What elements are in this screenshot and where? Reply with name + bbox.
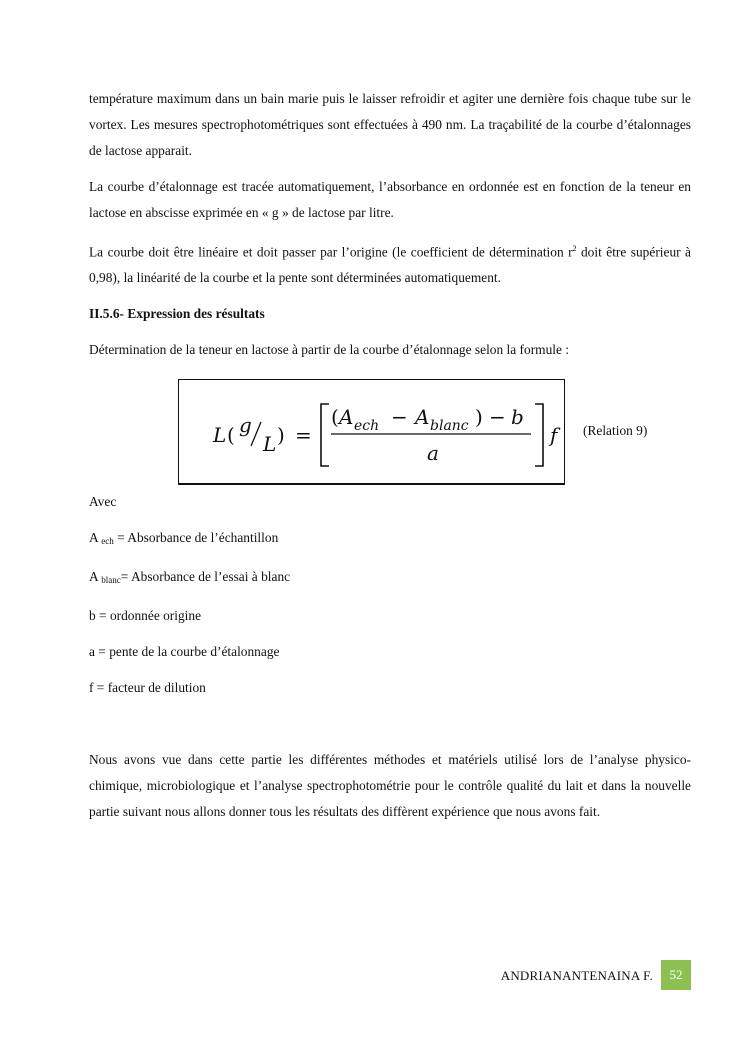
formula-sub-blanc: blanc	[430, 418, 469, 435]
formula-A-ech: A	[339, 405, 354, 430]
formula-equals: =	[295, 423, 312, 448]
paragraph-linearity-start: La courbe doit être linéaire et doit passer par l’origine (le coefficient de détermination r	[89, 244, 573, 260]
definition-subscript: blanc	[101, 575, 121, 586]
formula-num-close: )	[475, 405, 483, 430]
formula-A-blanc: A	[415, 405, 430, 430]
page-footer	[0, 960, 745, 992]
formula-g: g	[239, 413, 252, 438]
formula-a: a	[427, 441, 439, 466]
formula-minus-2: −	[489, 405, 506, 430]
formula-minus-1: −	[391, 405, 408, 430]
formula-sub-ech: ech	[354, 418, 380, 435]
footer-author: ANDRIANANTENAINA F.	[500, 968, 653, 983]
definitions-intro: Avec	[89, 494, 117, 510]
formula-num-open: (	[331, 405, 339, 430]
formula-left-bracket	[321, 404, 329, 466]
paragraph-linearity	[89, 236, 691, 291]
definition-f: f = facteur de dilution	[89, 680, 206, 696]
superscript-2: 2	[572, 244, 577, 253]
section-heading: II.5.6- Expression des résultats	[89, 306, 265, 322]
document-body	[89, 86, 691, 825]
formula-b: b	[511, 405, 524, 430]
paragraph-linearity-end: doit être supérieur à 0,98), la linéarité de la courbe et la pente sont déterminées automatiquement.	[89, 244, 691, 286]
conclusion-paragraph: Nous avons vue dans cette partie les différentes méthodes et matériels utilisé lors de l’analyse physico-chimique, microbiologique et l’analyse spectrophotométrie pour le contrôle qualité du lait et dans la nouvelle partie suivant nous allons donner tous les résultats des diffèrent expérience que nous avons fait.	[89, 752, 691, 820]
formula-close-paren: )	[277, 423, 285, 448]
definition-a-ech	[89, 527, 691, 552]
definition-b: b = ordonnée origine	[89, 608, 202, 624]
formula-f: f	[550, 423, 558, 448]
definition-symbol: A	[89, 569, 98, 585]
definition-text: = Absorbance de l’essai à blanc	[120, 569, 291, 585]
formula-box	[178, 379, 565, 485]
definition-a-blanc	[89, 566, 691, 591]
formula-intro: Détermination de la teneur en lactose à partir de la courbe d’étalonnage selon la formule :	[89, 342, 569, 358]
paragraph-calibration-curve: La courbe d’étalonnage est tracée automatiquement, l’absorbance en ordonnée est en fonction de la teneur en lactose en abscisse exprimée en « g » de lactose par litre.	[89, 179, 691, 220]
definition-subscript: ech	[101, 536, 114, 547]
definition-symbol: A	[89, 530, 98, 546]
page-number-badge: 52	[661, 960, 691, 990]
definition-a: a = pente de la courbe d’étalonnage	[89, 644, 280, 660]
formula-L: L	[213, 423, 227, 448]
formula-right-bracket	[535, 404, 543, 466]
formula-L-denominator: L	[263, 432, 277, 457]
definition-text: = Absorbance de l’échantillon	[113, 530, 279, 546]
lactose-formula	[179, 380, 564, 482]
definitions-list	[89, 527, 691, 699]
paragraph-procedure: température maximum dans un bain marie puis le laisser refroidir et agiter une dernière fois chaque tube sur le vortex. Les mesures spectrophotométriques sont effectuées à 490 nm. La traçabilité de la courbe d’étalonnages de lactose apparait.	[89, 91, 691, 158]
formula-open-paren: (	[227, 423, 235, 448]
formula-slash	[251, 422, 261, 446]
relation-label: (Relation 9)	[583, 423, 648, 439]
formula-row	[89, 379, 691, 491]
